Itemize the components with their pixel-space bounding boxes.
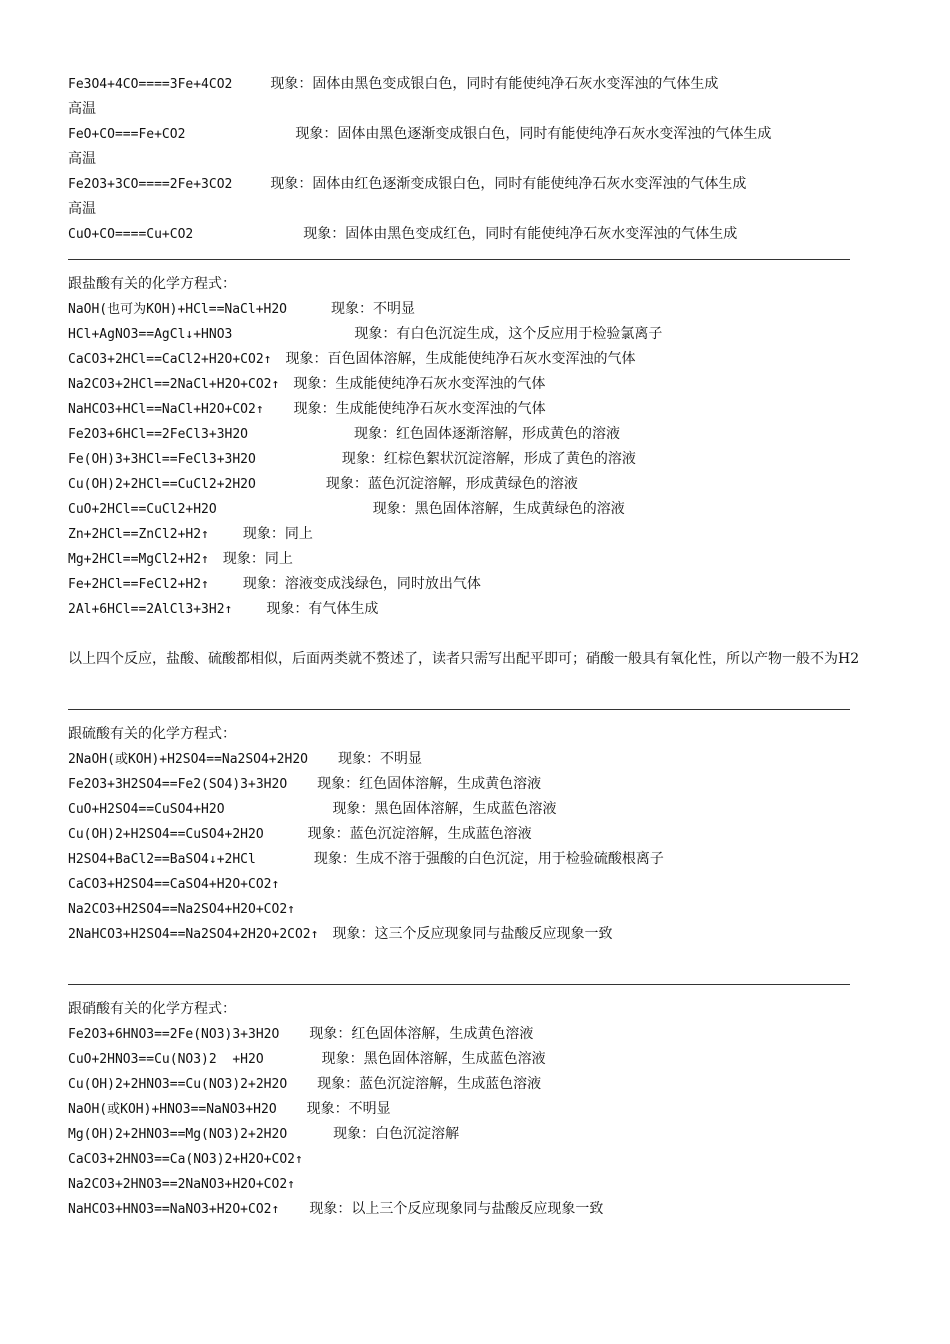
phenomenon-text: 现象：生成能使纯净石灰水变浑浊的气体 xyxy=(293,401,546,417)
equation-line xyxy=(68,747,918,772)
equation-line xyxy=(68,572,918,597)
condition-line xyxy=(68,147,918,172)
equation-line xyxy=(68,1022,918,1047)
equation-line xyxy=(68,497,918,522)
phenomenon-text: 现象：不明显 xyxy=(306,1101,391,1117)
equation-text: CuO+CO====Cu+CO2 xyxy=(68,227,194,242)
equation-line xyxy=(68,347,918,372)
equation-text: FeO+CO===Fe+CO2 xyxy=(68,127,186,142)
phenomenon-text: 现象：不明显 xyxy=(337,751,422,767)
section-heading xyxy=(68,997,918,1022)
equation-line xyxy=(68,597,918,622)
section-divider xyxy=(68,972,918,997)
heading-text: 跟硝酸有关的化学方程式： xyxy=(68,1001,236,1017)
equation-line xyxy=(68,322,918,347)
phenomenon-text: 现象：蓝色沉淀溶解，形成黄绿色的溶液 xyxy=(325,476,578,492)
heading-text: 跟盐酸有关的化学方程式： xyxy=(68,276,236,292)
section-divider xyxy=(68,697,918,722)
equation-line xyxy=(68,772,918,797)
equation-line xyxy=(68,847,918,872)
spacer xyxy=(68,622,918,647)
equation-line xyxy=(68,797,918,822)
phenomenon-text: 现象：红色固体溶解，生成黄色溶液 xyxy=(317,776,542,792)
section-heading xyxy=(68,272,918,297)
phenomenon-text: 现象：蓝色沉淀溶解，生成蓝色溶液 xyxy=(317,1076,542,1092)
equation-text: HCl+AgNO3==AgCl↓+HNO3 xyxy=(68,327,233,342)
equation-line xyxy=(68,1122,918,1147)
equation-text: Cu(OH)2+2HNO3==Cu(NO3)2+2H2O xyxy=(68,1077,288,1092)
phenomenon-text: 现象：不明显 xyxy=(331,301,416,317)
equation-text: Fe2O3+3H2SO4==Fe2(SO4)3+3H2O xyxy=(68,777,288,792)
equation-text: Na2CO3+2HCl==2NaCl+H2O+CO2↑ xyxy=(68,377,280,392)
section-heading xyxy=(68,722,918,747)
equation-line xyxy=(68,897,918,922)
equation-text: Zn+2HCl==ZnCl2+H2↑ xyxy=(68,527,209,542)
co-reduction-section xyxy=(68,72,918,247)
equation-text: NaOH(或KOH)+HNO3==NaNO3+H2O xyxy=(68,1102,277,1117)
equation-text: Na2CO3+H2SO4==Na2SO4+H2O+CO2↑ xyxy=(68,902,295,917)
equation-text: NaOH(也可为KOH)+HCl==NaCl+H2O xyxy=(68,302,288,317)
phenomenon-text: 现象：溶液变成浅绿色，同时放出气体 xyxy=(242,576,481,592)
equation-line xyxy=(68,1147,918,1172)
equation-line xyxy=(68,122,918,147)
phenomenon-text: 现象：同上 xyxy=(242,526,313,542)
equation-text: CaCO3+2HNO3==Ca(NO3)2+H2O+CO2↑ xyxy=(68,1152,303,1167)
phenomenon-text: 现象：红棕色絮状沉淀溶解，形成了黄色的溶液 xyxy=(341,451,636,467)
equation-line xyxy=(68,1197,918,1222)
equation-line xyxy=(68,822,918,847)
equation-text: CaCO3+H2SO4==CaSO4+H2O+CO2↑ xyxy=(68,877,280,892)
phenomenon-text: 现象：黑色固体溶解，生成蓝色溶液 xyxy=(321,1051,546,1067)
equation-line xyxy=(68,422,918,447)
phenomenon-text: 现象：固体由红色逐渐变成银白色，同时有能使纯净石灰水变浑浊的气体生成 xyxy=(270,176,747,192)
equation-text: CuO+2HNO3==Cu(NO3)2 +H2O xyxy=(68,1052,264,1067)
equation-text: Fe3O4+4CO====3Fe+4CO2 xyxy=(68,77,233,92)
phenomenon-text: 现象：固体由黑色变成红色，同时有能使纯净石灰水变浑浊的气体生成 xyxy=(303,226,738,242)
phenomenon-text: 现象：这三个反应现象同与盐酸反应现象一致 xyxy=(332,926,613,942)
phenomenon-text: 现象：以上三个反应现象同与盐酸反应现象一致 xyxy=(309,1201,604,1217)
equation-text: Fe2O3+6HNO3==2Fe(NO3)3+3H2O xyxy=(68,1027,280,1042)
phenomenon-text: 现象：生成能使纯净石灰水变浑浊的气体 xyxy=(293,376,546,392)
equation-text: Cu(OH)2+H2SO4==CuSO4+2H2O xyxy=(68,827,264,842)
hydrochloric-acid-section xyxy=(68,272,918,697)
equation-line xyxy=(68,397,918,422)
equation-line xyxy=(68,472,918,497)
note-paragraph: 以上四个反应，盐酸、硫酸都相似，后面两类就不赘述了，读者只需写出配平即可；硝酸一般具有氧化性，所以产物一般不为H2 xyxy=(68,651,860,667)
equation-line xyxy=(68,1047,918,1072)
equation-line xyxy=(68,372,918,397)
condition-text: 高温 xyxy=(68,201,96,217)
sulfuric-acid-section xyxy=(68,722,918,972)
spacer xyxy=(68,947,918,972)
phenomenon-text: 现象：固体由黑色逐渐变成银白色，同时有能使纯净石灰水变浑浊的气体生成 xyxy=(295,126,772,142)
phenomenon-text: 现象：百色固体溶解，生成能使纯净石灰水变浑浊的气体 xyxy=(285,351,636,367)
document-page xyxy=(68,72,918,1222)
condition-line xyxy=(68,97,918,122)
equation-text: CuO+H2SO4==CuSO4+H2O xyxy=(68,802,225,817)
phenomenon-text: 现象：生成不溶于强酸的白色沉淀，用于检验硫酸根离子 xyxy=(313,851,664,867)
equation-line xyxy=(68,172,918,197)
equation-text: 2NaOH(或KOH)+H2SO4==Na2SO4+2H2O xyxy=(68,752,308,767)
nitric-acid-section xyxy=(68,997,918,1222)
equation-line xyxy=(68,1172,918,1197)
equation-text: CuO+2HCl==CuCl2+H2O xyxy=(68,502,217,517)
equation-line xyxy=(68,222,918,247)
equation-text: Fe2O3+6HCl==2FeCl3+3H2O xyxy=(68,427,249,442)
equation-text: CaCO3+2HCl==CaCl2+H2O+CO2↑ xyxy=(68,352,272,367)
equation-text: Mg+2HCl==MgCl2+H2↑ xyxy=(68,552,209,567)
equation-text: H2SO4+BaCl2==BaSO4↓+2HCl xyxy=(68,852,256,867)
equation-line xyxy=(68,1097,918,1122)
condition-line xyxy=(68,197,918,222)
phenomenon-text: 现象：同上 xyxy=(222,551,293,567)
equation-text: NaHCO3+HCl==NaCl+H2O+CO2↑ xyxy=(68,402,264,417)
equation-text: Fe+2HCl==FeCl2+H2↑ xyxy=(68,577,209,592)
phenomenon-text: 现象：有气体生成 xyxy=(266,601,379,617)
phenomenon-text: 现象：蓝色沉淀溶解，生成蓝色溶液 xyxy=(307,826,532,842)
equation-line xyxy=(68,447,918,472)
equation-line xyxy=(68,547,918,572)
equation-text: 2Al+6HCl==2AlCl3+3H2↑ xyxy=(68,602,233,617)
equation-text: Na2CO3+2HNO3==2NaNO3+H2O+CO2↑ xyxy=(68,1177,295,1192)
equation-line xyxy=(68,1072,918,1097)
phenomenon-text: 现象：黑色固体溶解，生成蓝色溶液 xyxy=(332,801,557,817)
equation-line xyxy=(68,297,918,322)
equation-text: Fe(OH)3+3HCl==FeCl3+3H2O xyxy=(68,452,256,467)
equation-line xyxy=(68,922,918,947)
phenomenon-text: 现象：有白色沉淀生成，这个反应用于检验氯离子 xyxy=(354,326,663,342)
condition-text: 高温 xyxy=(68,151,96,167)
phenomenon-text: 现象：固体由黑色变成银白色，同时有能使纯净石灰水变浑浊的气体生成 xyxy=(270,76,719,92)
equation-line xyxy=(68,72,918,97)
equation-text: 2NaHCO3+H2SO4==Na2SO4+2H2O+2CO2↑ xyxy=(68,927,319,942)
equation-text: Mg(OH)2+2HNO3==Mg(NO3)2+2H2O xyxy=(68,1127,288,1142)
spacer xyxy=(68,672,918,697)
phenomenon-text: 现象：红色固体逐渐溶解，形成黄色的溶液 xyxy=(354,426,621,442)
equation-text: Fe2O3+3CO====2Fe+3CO2 xyxy=(68,177,233,192)
equation-line xyxy=(68,522,918,547)
phenomenon-text: 现象：红色固体溶解，生成黄色溶液 xyxy=(309,1026,534,1042)
condition-text: 高温 xyxy=(68,101,96,117)
equation-text: NaHCO3+HNO3==NaNO3+H2O+CO2↑ xyxy=(68,1202,280,1217)
equation-text: Cu(OH)2+2HCl==CuCl2+2H2O xyxy=(68,477,256,492)
phenomenon-text: 现象：黑色固体溶解，生成黄绿色的溶液 xyxy=(372,501,625,517)
section-divider xyxy=(68,247,918,272)
phenomenon-text: 现象：白色沉淀溶解 xyxy=(333,1126,460,1142)
equation-line xyxy=(68,872,918,897)
heading-text: 跟硫酸有关的化学方程式： xyxy=(68,726,236,742)
